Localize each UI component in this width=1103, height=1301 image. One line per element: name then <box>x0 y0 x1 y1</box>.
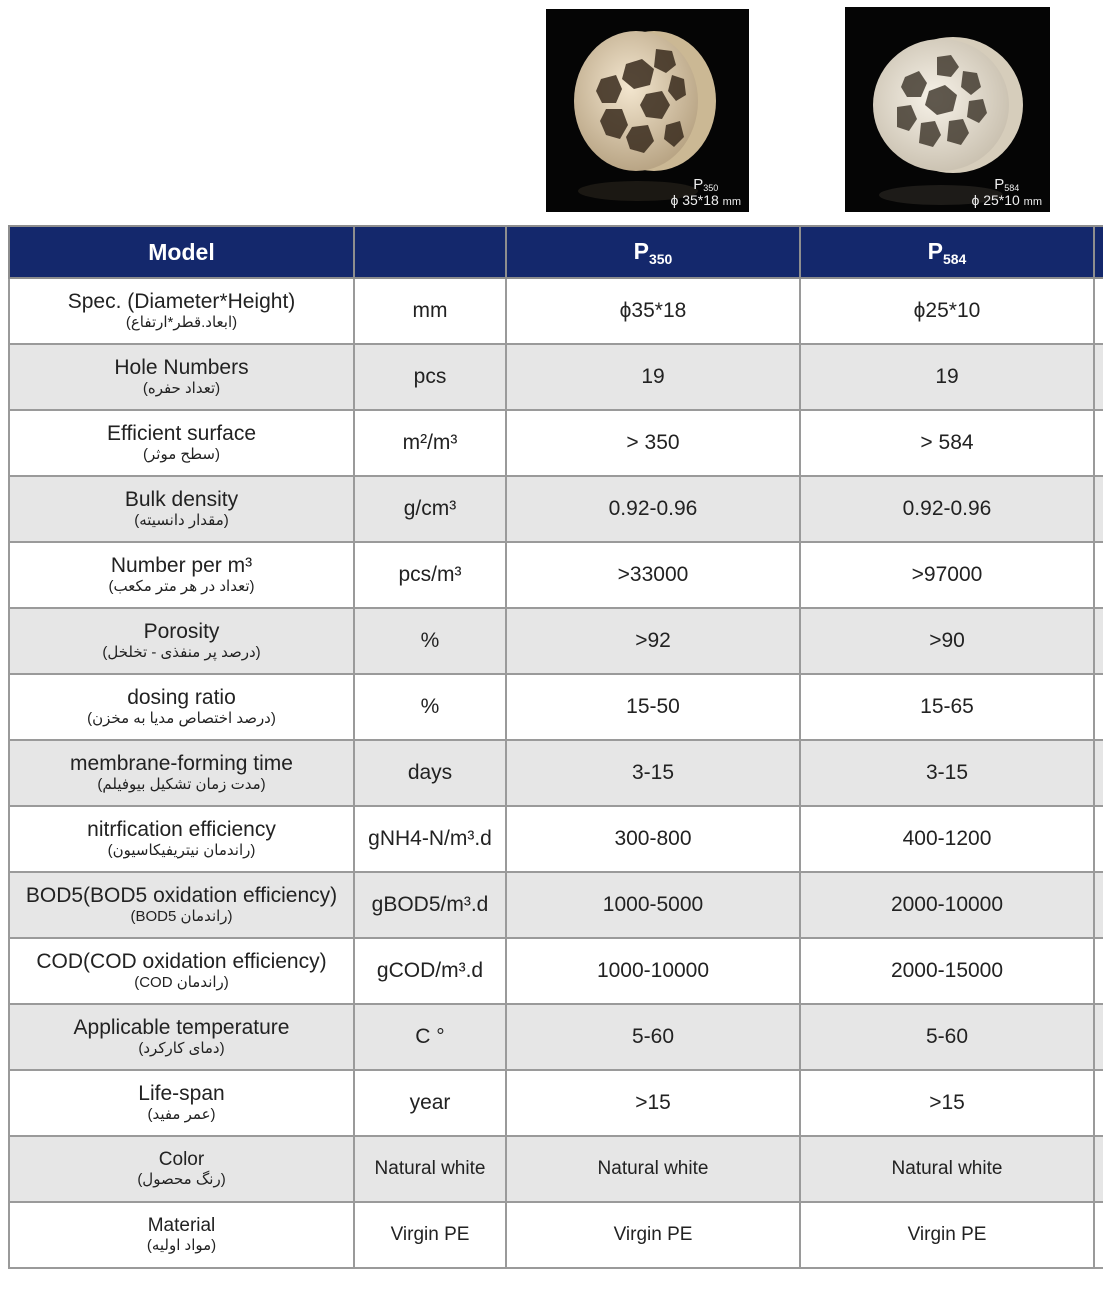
row-unit: year <box>354 1070 506 1136</box>
table-row <box>9 938 1103 1004</box>
table-row <box>9 1004 1103 1070</box>
row-label-fa: (مقدار دانسیته) <box>134 512 229 530</box>
table-row <box>9 1136 1103 1202</box>
row-label-fa: (ابعاد.قطر*ارتفاع) <box>125 314 238 332</box>
row-unit: pcs <box>354 344 506 410</box>
row-p584-value: > 584 <box>800 410 1094 476</box>
row-label-fa: (راندمان COD) <box>134 974 229 992</box>
row-p584-value: 0.92-0.96 <box>800 476 1094 542</box>
header-p350: $P_{350}$ <box>506 226 800 278</box>
row-label-en: COD(COD oxidation efficiency) <box>36 950 327 974</box>
row-p350-value: >33000 <box>506 542 800 608</box>
row-p584-value: Natural white <box>800 1136 1094 1202</box>
row-p350-value: > 350 <box>506 410 800 476</box>
row-unit: gNH4-N/m³.d <box>354 806 506 872</box>
row-extra <box>1094 938 1103 1004</box>
row-label-en: membrane-forming time <box>70 752 293 776</box>
header-unit <box>354 226 506 278</box>
header-row <box>9 226 1103 278</box>
row-label-fa: (درصد اختصاص مدیا به مخزن) <box>87 710 276 728</box>
table-row <box>9 1070 1103 1136</box>
row-unit: C ° <box>354 1004 506 1070</box>
row-label-fa: (درصد پر منفذی - تخلخل) <box>102 644 261 662</box>
row-p584-value: >97000 <box>800 542 1094 608</box>
row-extra <box>1094 1202 1103 1268</box>
row-label-en: Life-span <box>138 1082 225 1106</box>
row-p584-value: >15 <box>800 1070 1094 1136</box>
row-label-en: Color <box>158 1149 205 1171</box>
row-label-fa: (تعداد در هر متر مکعب) <box>108 578 255 596</box>
row-unit: % <box>354 674 506 740</box>
row-p350-value: 300-800 <box>506 806 800 872</box>
row-label <box>9 938 354 1004</box>
row-p350-value: >15 <box>506 1070 800 1136</box>
row-label-en: Bulk density <box>124 488 239 512</box>
row-label-en: nitrfication efficiency <box>87 818 276 842</box>
p584-media-photo <box>845 7 1050 212</box>
p350-media-photo <box>546 9 749 212</box>
row-label <box>9 410 354 476</box>
row-extra <box>1094 1070 1103 1136</box>
row-label-fa: (راندمان BOD5) <box>130 908 233 926</box>
table-row <box>9 674 1103 740</box>
row-label <box>9 608 354 674</box>
row-unit: gBOD5/m³.d <box>354 872 506 938</box>
row-extra <box>1094 1136 1103 1202</box>
row-extra <box>1094 410 1103 476</box>
row-label-fa: (رنگ محصول) <box>137 1171 226 1189</box>
row-extra <box>1094 740 1103 806</box>
p584-caption: $P_{584}$ ϕ 25*10 mm <box>971 176 1042 209</box>
row-p350-value: 1000-5000 <box>506 872 800 938</box>
table-row <box>9 740 1103 806</box>
row-p584-value: 5-60 <box>800 1004 1094 1070</box>
row-p350-value: 3-15 <box>506 740 800 806</box>
row-p350-value: Virgin PE <box>506 1202 800 1268</box>
row-label-fa: (تعداد حفره) <box>142 380 221 398</box>
row-label-en: dosing ratio <box>127 686 236 710</box>
row-extra <box>1094 872 1103 938</box>
row-label-fa: (مدت زمان تشکیل بیوفیلم) <box>97 776 266 794</box>
row-extra <box>1094 806 1103 872</box>
header-model: Model <box>9 226 354 278</box>
row-extra <box>1094 674 1103 740</box>
row-p584-value: 15-65 <box>800 674 1094 740</box>
row-extra <box>1094 608 1103 674</box>
spec-table <box>8 225 1103 1269</box>
row-unit: Natural white <box>354 1136 506 1202</box>
row-extra <box>1094 476 1103 542</box>
row-unit: % <box>354 608 506 674</box>
row-p584-value: 400-1200 <box>800 806 1094 872</box>
row-label-en: Hole Numbers <box>114 356 249 380</box>
row-label-en: Number per m³ <box>110 554 253 578</box>
row-label <box>9 476 354 542</box>
row-label-fa: (عمر مفید) <box>147 1106 216 1124</box>
row-unit: pcs/m³ <box>354 542 506 608</box>
row-p350-value: 5-60 <box>506 1004 800 1070</box>
row-p350-value: Natural white <box>506 1136 800 1202</box>
row-p584-value: 2000-15000 <box>800 938 1094 1004</box>
row-label-fa: (راندمان نیتریفیکاسیون) <box>107 842 256 860</box>
row-label <box>9 674 354 740</box>
table-row <box>9 806 1103 872</box>
row-label-fa: (دمای کارکرد) <box>138 1040 225 1058</box>
row-unit: gCOD/m³.d <box>354 938 506 1004</box>
row-label <box>9 278 354 344</box>
row-extra <box>1094 344 1103 410</box>
table-row <box>9 1202 1103 1268</box>
row-label <box>9 1136 354 1202</box>
table-row <box>9 344 1103 410</box>
row-unit: g/cm³ <box>354 476 506 542</box>
table-row <box>9 278 1103 344</box>
header-p584: $P_{584}$ <box>800 226 1094 278</box>
table-row <box>9 476 1103 542</box>
row-p350-value: 15-50 <box>506 674 800 740</box>
row-label-fa: (مواد اولیه) <box>146 1237 217 1255</box>
row-label <box>9 344 354 410</box>
row-label <box>9 1202 354 1268</box>
row-label-en: Spec. (Diameter*Height) <box>67 290 296 314</box>
row-label-en: Porosity <box>143 620 220 644</box>
row-p350-value: >92 <box>506 608 800 674</box>
row-label-fa: (سطح موثر) <box>143 446 220 464</box>
header-extra <box>1094 226 1103 278</box>
row-p584-value: 2000-10000 <box>800 872 1094 938</box>
row-unit: Virgin PE <box>354 1202 506 1268</box>
row-label-en: Applicable temperature <box>73 1016 290 1040</box>
p350-caption: $P_{350}$ ϕ 35*18 mm <box>670 176 741 209</box>
table-row <box>9 872 1103 938</box>
row-p350-value: 19 <box>506 344 800 410</box>
row-extra <box>1094 278 1103 344</box>
row-label-en: BOD5(BOD5 oxidation efficiency) <box>25 884 338 908</box>
row-p584-value: Virgin PE <box>800 1202 1094 1268</box>
row-p584-value: 19 <box>800 344 1094 410</box>
row-p584-value: ϕ25*10 <box>800 278 1094 344</box>
row-label <box>9 542 354 608</box>
row-p584-value: 3-15 <box>800 740 1094 806</box>
row-label <box>9 740 354 806</box>
row-p350-value: ϕ35*18 <box>506 278 800 344</box>
row-p350-value: 0.92-0.96 <box>506 476 800 542</box>
row-unit: days <box>354 740 506 806</box>
row-label <box>9 1004 354 1070</box>
table-row <box>9 410 1103 476</box>
row-unit: m²/m³ <box>354 410 506 476</box>
row-label <box>9 872 354 938</box>
row-p350-value: 1000-10000 <box>506 938 800 1004</box>
row-extra <box>1094 1004 1103 1070</box>
row-label-en: Material <box>147 1215 216 1237</box>
row-label <box>9 806 354 872</box>
row-label-en: Efficient surface <box>106 422 257 446</box>
table-row <box>9 542 1103 608</box>
table-row <box>9 608 1103 674</box>
row-extra <box>1094 542 1103 608</box>
row-label <box>9 1070 354 1136</box>
row-unit: mm <box>354 278 506 344</box>
row-p584-value: >90 <box>800 608 1094 674</box>
